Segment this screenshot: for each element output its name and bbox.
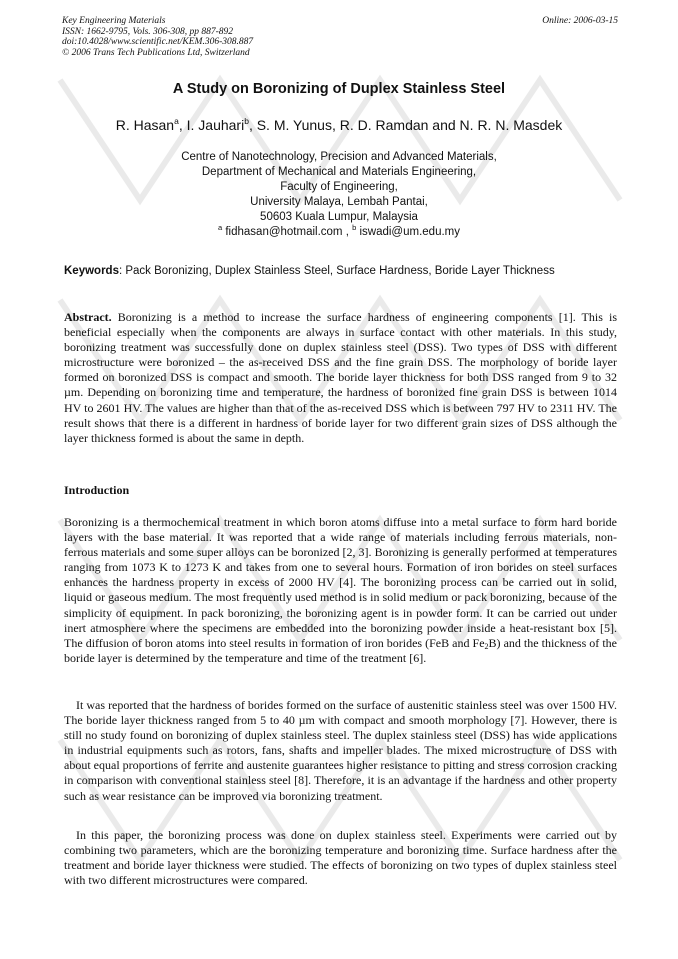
abstract-label: Abstract. — [64, 310, 112, 324]
journal-name: Key Engineering Materials — [62, 16, 166, 26]
journal-header — [62, 16, 618, 58]
affiliation-line: University Malaya, Lembah Pantai, — [250, 196, 428, 208]
intro-p1-text-end: B) and the thickness of the boride layer is determined by the temperature and time of the treatment [6]. — [64, 635, 617, 665]
intro-paragraph-1 — [64, 515, 617, 666]
email-b[interactable]: iswadi@um.edu.my — [356, 226, 460, 238]
affiliation-line: Faculty of Engineering, — [280, 181, 398, 193]
author-1-sup: a — [174, 116, 179, 126]
other-authors: , S. M. Yunus, R. D. Ramdan and N. R. N. Masdek — [248, 117, 563, 133]
author-2-sup: b — [244, 116, 249, 126]
affiliation-line: 50603 Kuala Lumpur, Malaysia — [260, 211, 418, 223]
author-list — [0, 117, 678, 133]
email-line — [0, 225, 678, 240]
affiliation-block — [0, 150, 678, 240]
email-a-sup: a — [218, 223, 223, 232]
issn-line: ISSN: 1662-9795, Vols. 306-308, pp 887-892 — [62, 26, 233, 37]
keywords — [64, 265, 624, 277]
section-heading-introduction: Introduction — [64, 483, 130, 497]
author-1: R. Hasan — [115, 117, 175, 133]
doi-line: doi:10.4028/www.scientific.net/KEM.306-308.887 — [62, 37, 254, 48]
copyright-line: © 2006 Trans Tech Publications Ltd, Switzerland — [62, 47, 250, 58]
intro-paragraph-2: It was reported that the hardness of borides formed on the surface of austenitic stainless steel was over 1500 HV. The boride layer thickness ranged from 5 to 40 µm with compact and smooth morphology [7]. However, there is still no study found on boronizing of duplex stainless steel. The duplex stainless steel (DSS) has wide applications in industrial equipments such as rotors, fans, shafts and impeller blades. The mixed microstructure of DSS with about equal proportions of ferrite and austenite guarantees higher resistance to pitting and stress corrosion cracking in comparison with conventional stainless steel [8]. Therefore, it is an advantage if the hardness and other property such as wear resistance can be improved via boronizing treatment. — [64, 698, 617, 803]
paper-title: A Study on Boronizing of Duplex Stainless Steel — [172, 81, 506, 97]
abstract — [64, 310, 617, 446]
abstract-text: Boronizing is a method to increase the surface hardness of engineering components [1]. This is beneficial especially when the components are always in surface contact with other materials. In this study, boronizing treatment was successfully done on duplex stainless steel (DSS). Two types of DSS with different microstructure were boronized – the as-received DSS and the fine grain DSS. The morphology of boride layer formed on boronized DSS is compact and smooth. The boride layer thickness for both DSS ranged from 9 to 32 µm. Depending on boronizing time and temperature, the hardness of boronized fine grain DSS is between 1014 HV to 2601 HV. The values are higher than that of the as-received DSS which is between 797 HV to 2311 HV. The result shows that there is a different in hardness of boride layer for two different grain sizes of DSS although the layer thickness formed is about the same in depth. — [64, 310, 617, 445]
email-b-sup: b — [352, 223, 357, 232]
keywords-text: : Pack Boronizing, Duplex Stainless Steel, Surface Hardness, Boride Layer Thickness — [118, 265, 555, 277]
intro-p1-text: Boronizing is a thermochemical treatment in which boron atoms diffuse into a metal surface to form hard boride layers with the base material. It was reported that a wide range of materials including ferrous materials, non-ferrous materials and some super alloys can be boronized [2, 3]. Boronizing is generally performed at temperatures ranging from 1073 K to 1273 K and takes from one to several hours. Formation of iron borides on steel surfaces enhances the hardness property in excess of 2000 HV [4]. The boronizing process can be carried out in solid, liquid or gaseous medium. The most frequently used method is in solid medium or pack boronizing, because of the simplicity of equipment. In pack boronizing, the boronizing agent is in powder form. It can be carried out under inert atmosphere where the specimens are embedded into the boronizing powder inside a heat-resistant box [5]. The diffusion of boron atoms into steel results in formation of iron borides (FeB and Fe — [64, 515, 617, 650]
subscript: 2 — [484, 641, 489, 651]
keywords-label: Keywords — [64, 265, 119, 277]
affiliation-line: Department of Mechanical and Materials Engineering, — [201, 166, 477, 178]
affiliation-line: Centre of Nanotechnology, Precision and Advanced Materials, — [181, 151, 497, 163]
intro-paragraph-3: In this paper, the boronizing process was done on duplex stainless steel. Experiments were carried out by combining two parameters, which are the boronizing temperature and boronizing time. Surface hardness after the treatment and boride layer thickness were studied. The effects of boronizing on two types of duplex stainless steel with two different microstructures were compared. — [64, 828, 617, 888]
online-date: Online: 2006-03-15 — [542, 16, 618, 26]
author-2: , I. Jauhari — [178, 117, 245, 133]
email-a[interactable]: fidhasan@hotmail.com , — [222, 226, 353, 238]
